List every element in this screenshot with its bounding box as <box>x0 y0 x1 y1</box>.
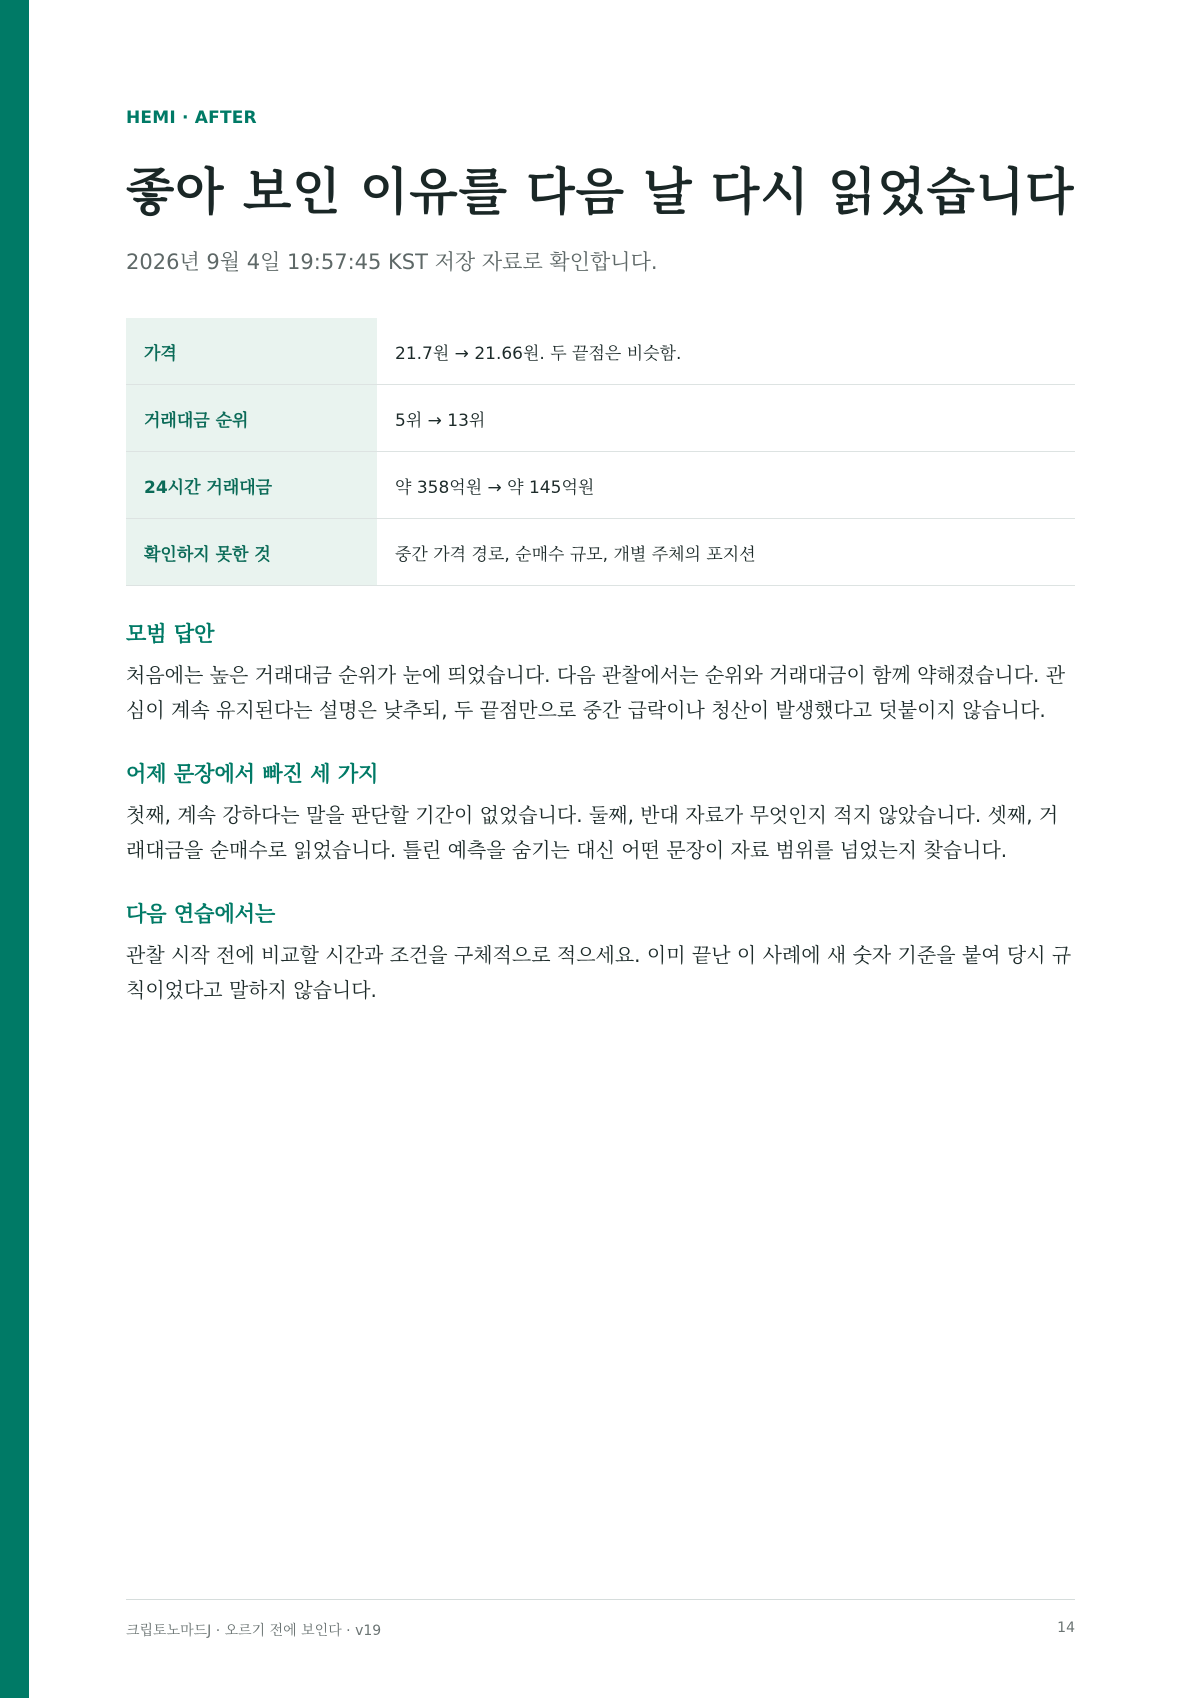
section-body: 관찰 시작 전에 비교할 시간과 조건을 구체적으로 적으세요. 이미 끝난 이 사례에 새 숫자 기준을 붙여 당시 규칙이었다고 말하지 않습니다. <box>126 943 1072 1002</box>
section-next-practice <box>126 898 1075 1008</box>
sections-container <box>126 618 1075 1038</box>
footer-divider <box>126 1599 1075 1600</box>
row-value: 약 358억원 → 약 145억원 <box>377 452 1075 519</box>
row-value: 21.7원 → 21.66원. 두 끝점은 비슷함. <box>377 318 1075 385</box>
row-label: 24시간 거래대금 <box>126 452 377 519</box>
row-label: 확인하지 못한 것 <box>126 519 377 586</box>
page-subtitle: 2026년 9월 4일 19:57:45 KST 저장 자료로 확인합니다. <box>126 250 658 274</box>
section-missing-points <box>126 758 1075 868</box>
table-row <box>126 385 1075 452</box>
eyebrow-label: HEMI · AFTER <box>126 108 257 128</box>
row-value: 중간 가격 경로, 순매수 규모, 개별 주체의 포지션 <box>377 519 1075 586</box>
section-heading: 다음 연습에서는 <box>126 902 276 926</box>
row-value: 5위 → 13위 <box>377 385 1075 452</box>
row-label: 가격 <box>126 318 377 385</box>
section-body: 처음에는 높은 거래대금 순위가 눈에 띄었습니다. 다음 관찰에서는 순위와 거래대금이 함께 약해졌습니다. 관심이 계속 유지된다는 설명은 낮추되, 두 끝점만으로 중간 급락이나 청산이 발생했다고 덧붙이지 않습니다. <box>126 663 1066 722</box>
page-title: 좋아 보인 이유를 다음 날 다시 읽었습니다 <box>126 163 1075 221</box>
section-heading: 모범 답안 <box>126 622 215 646</box>
table-row <box>126 452 1075 519</box>
page-number: 14 <box>1057 1620 1075 1636</box>
table-row <box>126 318 1075 385</box>
table-row <box>126 519 1075 586</box>
footer-book-title: 크립토노마드J · 오르기 전에 보인다 · v19 <box>126 1623 382 1639</box>
side-accent-bar <box>0 0 29 1698</box>
section-body: 첫째, 계속 강하다는 말을 판단할 기간이 없었습니다. 둘째, 반대 자료가 무엇인지 적지 않았습니다. 셋째, 거래대금을 순매수로 읽었습니다. 틀린 예측을 숨기는 대신 어떤 문장이 자료 범위를 넘었는지 찾습니다. <box>126 803 1059 862</box>
summary-table <box>126 318 1075 586</box>
row-label: 거래대금 순위 <box>126 385 377 452</box>
section-heading: 어제 문장에서 빠진 세 가지 <box>126 762 379 786</box>
section-model-answer <box>126 618 1075 728</box>
